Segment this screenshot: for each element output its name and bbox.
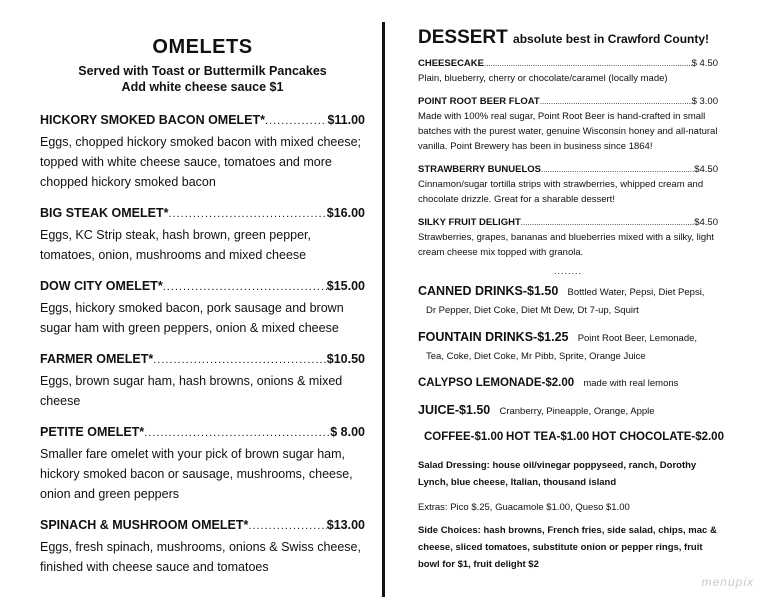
- fountain-drinks-title: FOUNTAIN DRINKS-$1.25: [418, 330, 569, 344]
- extras-line: Extras: Pico $.25, Guacamole $1.00, Queso $1.00: [418, 502, 630, 513]
- dessert-description: Made with 100% real sugar, Point Root Beer is hand-crafted in small batches with the purest water, genuine Wisconsin honey and all-natural vanilla. Point Brewery has been in business since 1864!: [418, 111, 718, 152]
- fountain-drinks-list-2: Tea, Coke, Diet Coke, Mr Pibb, Sprite, Orange Juice: [426, 351, 646, 362]
- omelet-name: PETITE OMELET*: [40, 425, 145, 439]
- calypso-desc: made with real lemons: [583, 378, 679, 389]
- omelet-item: [40, 277, 365, 338]
- watermark: menupix: [701, 575, 754, 589]
- leader-dots: [265, 112, 327, 130]
- dessert-header: [418, 26, 718, 51]
- omelet-price: $16.00: [326, 206, 365, 220]
- dessert-description: Strawberries, grapes, bananas and blueberries mixed with a silky, light cream cheese mix topped with granola.: [418, 232, 715, 258]
- omelet-description: Eggs, KC Strip steak, hash brown, green pepper, tomatoes, onion, mushrooms and mixed cheese: [40, 228, 311, 262]
- coffee-price: COFFEE-$1.00: [424, 431, 504, 443]
- omelets-title: OMELETS: [152, 36, 253, 58]
- fountain-drinks: [418, 328, 718, 366]
- omelets-subtitle-line-1: Served with Toast or Buttermilk Pancakes: [78, 64, 327, 78]
- side-choices: Side Choices: hash browns, French fries, side salad, chips, mac & cheese, sliced tomatoes, substitute onion or pepper rings, fruit bowl for $1, fruit delight $2: [418, 525, 717, 570]
- omelet-name: FARMER OMELET*: [40, 352, 154, 366]
- calypso-title: CALYPSO LEMONADE-$2.00: [418, 377, 575, 389]
- omelet-price: $10.50: [326, 352, 365, 366]
- dessert-price: $ 4.50: [691, 58, 718, 69]
- section-separator: ........: [553, 266, 582, 276]
- dessert-description: Plain, blueberry, cherry or chocolate/caramel (locally made): [418, 73, 668, 84]
- omelet-price: $15.00: [326, 279, 365, 293]
- dessert-item: [418, 163, 718, 207]
- canned-drinks-title: CANNED DRINKS-$1.50: [418, 284, 559, 298]
- dessert-section: [418, 26, 724, 573]
- canned-drinks: [418, 282, 718, 320]
- dessert-description: Cinnamon/sugar tortilla strips with strawberries, whipped cream and chocolate drizzle. Great for a sharable dessert!: [418, 179, 704, 205]
- canned-drinks-list-2: Dr Pepper, Diet Coke, Diet Mt Dew, Dt 7-up, Squirt: [426, 305, 639, 316]
- dessert-name: CHEESECAKE: [418, 58, 484, 69]
- leader-dots: [144, 424, 330, 442]
- omelets-section: [40, 36, 365, 577]
- omelet-name: SPINACH & MUSHROOM OMELET*: [40, 518, 249, 532]
- column-divider: [382, 22, 385, 597]
- omelet-item: [40, 516, 365, 577]
- omelet-name: DOW CITY OMELET*: [40, 279, 163, 293]
- omelet-description: Eggs, brown sugar ham, hash browns, onions & mixed cheese: [40, 374, 343, 408]
- calypso-lemonade: [418, 374, 718, 393]
- fountain-drinks-list-1: Point Root Beer, Lemonade,: [577, 333, 698, 344]
- omelet-item: [40, 111, 365, 192]
- dessert-item: [418, 57, 718, 86]
- omelet-price: $ 8.00: [330, 425, 365, 439]
- leader-dots: [484, 57, 692, 71]
- canned-drinks-list-1: Bottled Water, Pepsi, Diet Pepsi,: [567, 287, 705, 298]
- dessert-name: POINT ROOT BEER FLOAT: [418, 96, 540, 107]
- omelet-item: [40, 350, 365, 411]
- dessert-tagline: absolute best in Crawford County!: [513, 32, 710, 46]
- leader-dots: [541, 163, 694, 177]
- omelets-subtitle-line-2: Add white cheese sauce $1: [121, 80, 284, 94]
- dessert-price: $4.50: [694, 217, 718, 228]
- dessert-item: [418, 216, 718, 260]
- dessert-item: [418, 95, 718, 154]
- dessert-price: $4.50: [694, 164, 718, 175]
- omelet-description: Eggs, chopped hickory smoked bacon with mixed cheese; topped with white cheese sauce, tomatoes and more chopped hickory smoked bacon: [40, 135, 362, 189]
- omelets-subtitle: [40, 63, 365, 95]
- leader-dots: [248, 517, 326, 535]
- juice: [418, 401, 718, 421]
- dessert-price: $ 3.00: [691, 96, 718, 107]
- omelet-price: $11.00: [327, 113, 365, 127]
- leader-dots: [540, 95, 692, 109]
- omelet-name: HICKORY SMOKED BACON OMELET*: [40, 113, 266, 127]
- juice-list: Cranberry, Pineapple, Orange, Apple: [499, 406, 655, 417]
- dessert-name: STRAWBERRY BUNUELOS: [418, 164, 541, 175]
- omelet-price: $13.00: [326, 518, 365, 532]
- leader-dots: [153, 351, 327, 369]
- omelet-item: [40, 204, 365, 265]
- leader-dots: [163, 278, 327, 296]
- hot-drinks-row: [418, 431, 724, 443]
- salad-dressing: Salad Dressing: house oil/vinegar poppyseed, ranch, Dorothy Lynch, blue cheese, Italian, thousand island: [418, 460, 697, 488]
- omelet-description: Eggs, hickory smoked bacon, pork sausage and brown sugar ham with green peppers, onion & mixed cheese: [40, 301, 344, 335]
- dessert-name: SILKY FRUIT DELIGHT: [418, 217, 521, 228]
- omelet-item: [40, 423, 365, 504]
- leader-dots: [168, 205, 326, 223]
- hot-chocolate-price: HOT CHOCOLATE-$2.00: [591, 431, 724, 443]
- omelet-name: BIG STEAK OMELET*: [40, 206, 169, 220]
- hot-tea-price: HOT TEA-$1.00: [506, 431, 590, 443]
- omelet-description: Smaller fare omelet with your pick of brown sugar ham, hickory smoked bacon or sausage, mushrooms, cheese, onion and green peppers: [40, 447, 353, 501]
- juice-title: JUICE-$1.50: [418, 403, 491, 417]
- omelet-list: [40, 111, 365, 577]
- omelet-description: Eggs, fresh spinach, mushrooms, onions & Swiss cheese, finished with cheese sauce and tomatoes: [40, 540, 361, 574]
- leader-dots: [521, 216, 694, 230]
- dessert-title: DESSERT: [418, 27, 508, 48]
